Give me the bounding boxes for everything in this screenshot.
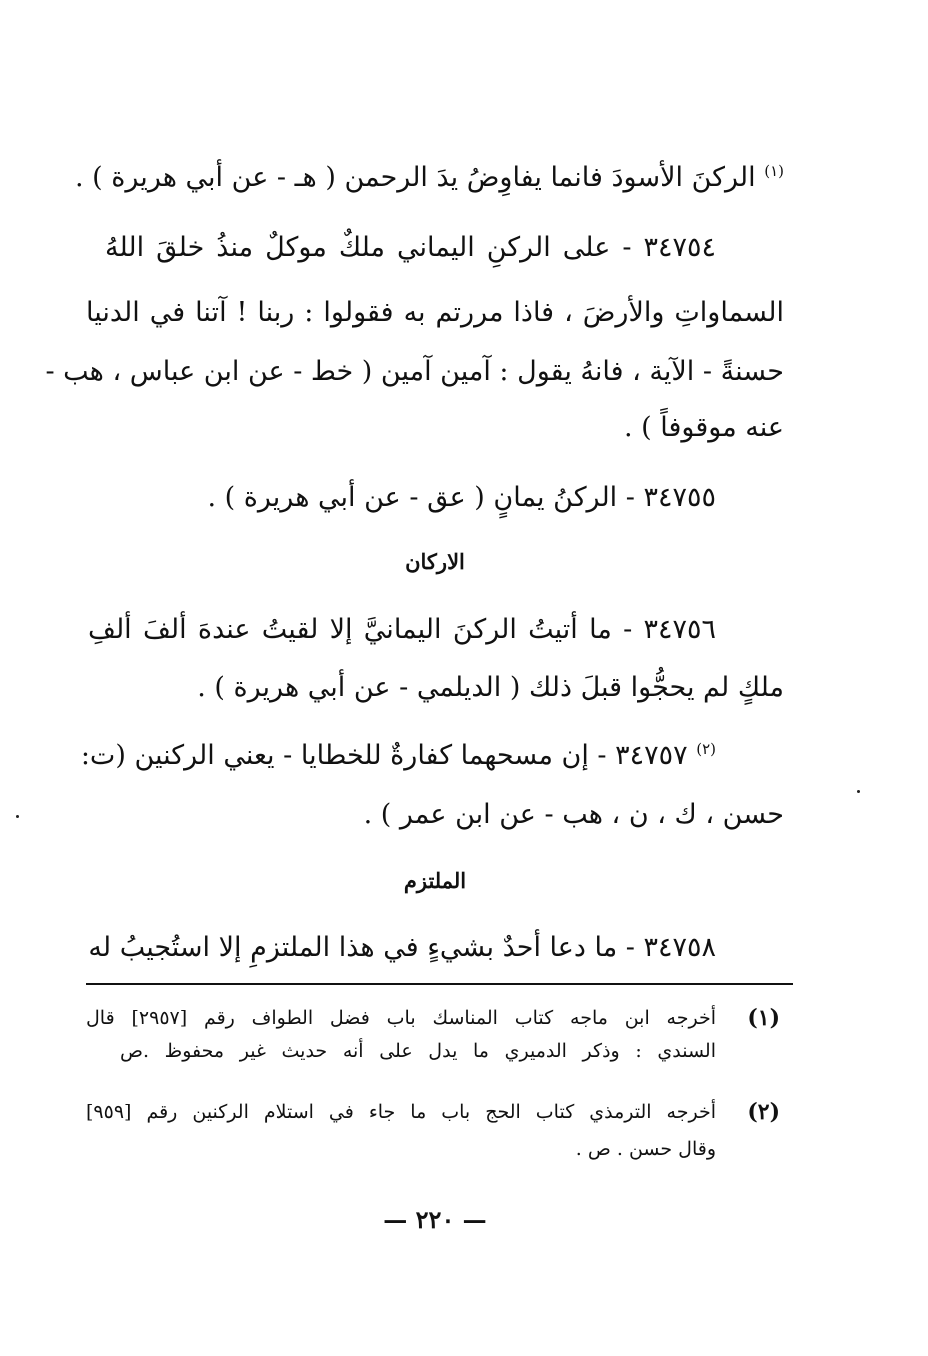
section-heading-multazam: الملتزم [403,868,467,893]
hadith-34755: ٣٤٧٥٥ - الركنُ يمانٍ ( عق - عن أبي هريرة ) . [207,482,716,513]
text-line: حسن ، ك ، ن ، هب - عن ابن عمر ) . [363,799,784,830]
hadith-34758-start: ٣٤٧٥٨ - ما دعا أحدٌ بشيءٍ في هذا الملتزمِ إلا استُجيبُ له [88,932,716,963]
text-line [74,158,784,198]
text-line: ملكٍ لم يحجُّوا قبلَ ذلك ( الديلمي - عن أبي هريرة ) . [197,672,784,703]
footnote-text-line: أخرجه الترمذي كتاب الحج باب ما جاء في استلام الركنين رقم [٩٥٩] [86,1101,716,1123]
hadith-34754-start: ٣٤٧٥٤ - على الركنِ اليماني ملكٌ موكلٌ منذُ خلقَ اللهُ [105,232,716,263]
section-heading-arkan: الاركان [405,549,465,574]
text-line-content: الركنَ الأسودَ فانما يفاوِضُ يدَ الرحمن ( هـ - عن أبي هريرة ) . [74,162,756,193]
page-number: — ٢٢٠ — [383,1205,487,1234]
hadith-34756-start: ٣٤٧٥٦ - ما أتيتُ الركنَ اليمانيَّ إلا لقيتُ عندهَ ألفَ ألفِ [88,614,716,645]
footnote-text-line: أخرجه ابن ماجه كتاب المناسك باب فضل الطواف رقم [٢٩٥٧] قال [86,1007,716,1029]
footnote-text-line: السندي : وذكر الدميري ما يدل على أنه حديث غير محفوظ .ص [120,1040,716,1062]
hadith-34757-start [80,736,716,776]
footnote-number: (٢) [747,1099,780,1125]
scan-speck [16,815,19,818]
text-line-content: ٣٤٧٥٧ - إن مسحهما كفارةٌ للخطايا - يعني الركنين (ت: [80,740,688,771]
text-line: عنه موقوفاً ) . [624,412,784,443]
footnote-separator [86,983,793,985]
scan-speck [857,790,860,793]
text-line: السماواتِ والأرضَ ، فاذا مررتم به فقولوا : ربنا ! آتنا في الدنيا [86,297,784,328]
footnote-number: (١) [747,1005,780,1031]
text-line: حسنةً - الآية ، فانهُ يقول : آمين آمين ( خط - عن ابن عباس ، هب - [45,356,784,387]
footnote-text-line: وقال حسن . ص . [575,1138,716,1160]
footnote-marker: (٢) [696,740,716,758]
footnote-marker: (١) [764,162,784,180]
